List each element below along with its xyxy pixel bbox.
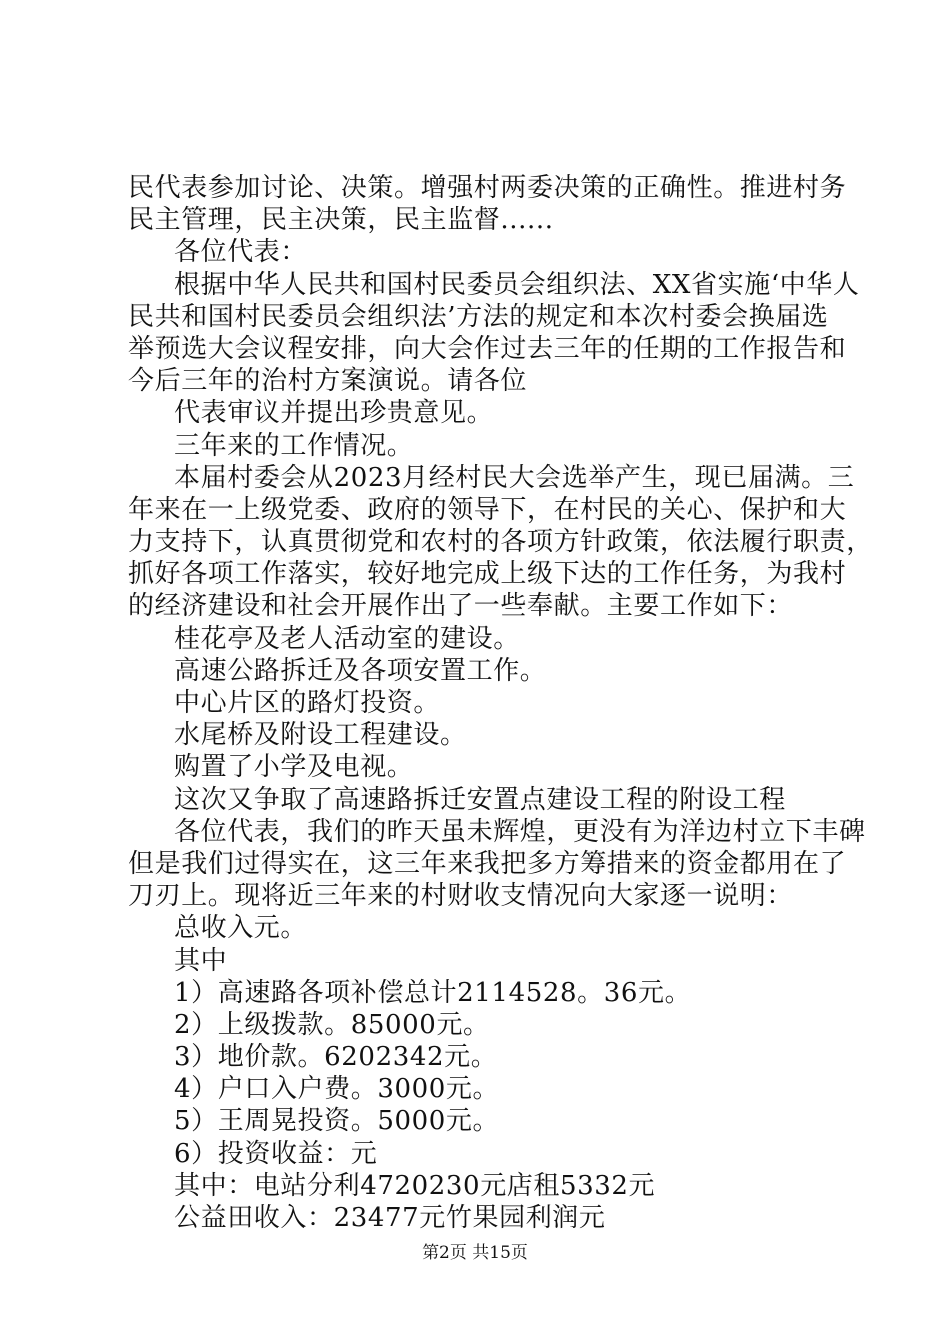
- text-line: 民主管理，民主决策，民主监督......: [128, 205, 554, 236]
- text-line: 5）王周晃投资。5000元。: [174, 1106, 500, 1137]
- text-line: 3）地价款。6202342元。: [174, 1042, 498, 1073]
- text-line: 刀刃上。现将近三年来的村财收支情况向大家逐一说明：: [128, 881, 794, 912]
- text-line: 本届村委会从2023月经村民大会选举产生，现已届满。三: [174, 462, 855, 493]
- text-line: 民共和国村民委员会组织法’方法的规定和本次村委会换届选: [128, 301, 829, 332]
- text-line: 三年来的工作情况。: [174, 430, 414, 461]
- text-line: 其中：电站分利4720230元店租5332元: [174, 1170, 656, 1201]
- text-line: 抓好各项工作落实，较好地完成上级下达的工作任务，为我村: [128, 559, 847, 590]
- text-line: 力支持下，认真贯彻党和农村的各项方针政策，依法履行职责，: [128, 527, 873, 558]
- text-line: 高速公路拆迁及各项安置工作。: [174, 655, 547, 686]
- text-line: 6）投资收益：元: [174, 1138, 378, 1169]
- page-footer: 第2页 共15页: [422, 1243, 528, 1263]
- text-line: 4）户口入户费。3000元。: [174, 1074, 500, 1105]
- text-line: 年来在一上级党委、政府的领导下，在村民的关心、保护和大: [128, 494, 847, 525]
- text-line: 各位代表，我们的昨天虽未辉煌，更没有为洋边村立下丰碑: [174, 816, 866, 847]
- text-line: 民代表参加讨论、决策。增强村两委决策的正确性。推进村务: [128, 173, 847, 203]
- text-line: 代表审议并提出珍贵意见。: [174, 398, 494, 429]
- text-line: 总收入元。: [174, 913, 308, 944]
- text-line: 水尾桥及附设工程建设。: [174, 720, 467, 751]
- text-line: 但是我们过得实在，这三年来我把多方筹措来的资金都用在了: [128, 848, 847, 879]
- text-line: 中心片区的路灯投资。: [174, 688, 441, 718]
- text-line: 举预选大会议程安排，向大会作过去三年的任期的工作报告和: [128, 333, 847, 364]
- text-line: 其中: [174, 945, 228, 976]
- text-line: 各位代表：: [174, 237, 308, 268]
- text-line: 公益田收入：23477元竹果园利润元: [174, 1203, 606, 1233]
- text-line: 2）上级拨款。85000元。: [174, 1009, 490, 1040]
- text-line: 根据中华人民共和国村民委员会组织法、XX省实施‘中华人: [174, 269, 860, 300]
- text-line: 桂花亭及老人活动室的建设。: [174, 623, 520, 654]
- text-line: 1）高速路各项补偿总计2114528。36元。: [174, 977, 692, 1008]
- text-line: 这次又争取了高速路拆迁安置点建设工程的附设工程: [174, 784, 786, 815]
- text-line: 购置了小学及电视。: [174, 752, 414, 783]
- document-body: [128, 172, 873, 1234]
- text-line: 今后三年的治村方案演说。请各位: [128, 366, 528, 397]
- text-line: 的经济建设和社会开展作出了一些奉献。主要工作如下：: [128, 591, 794, 622]
